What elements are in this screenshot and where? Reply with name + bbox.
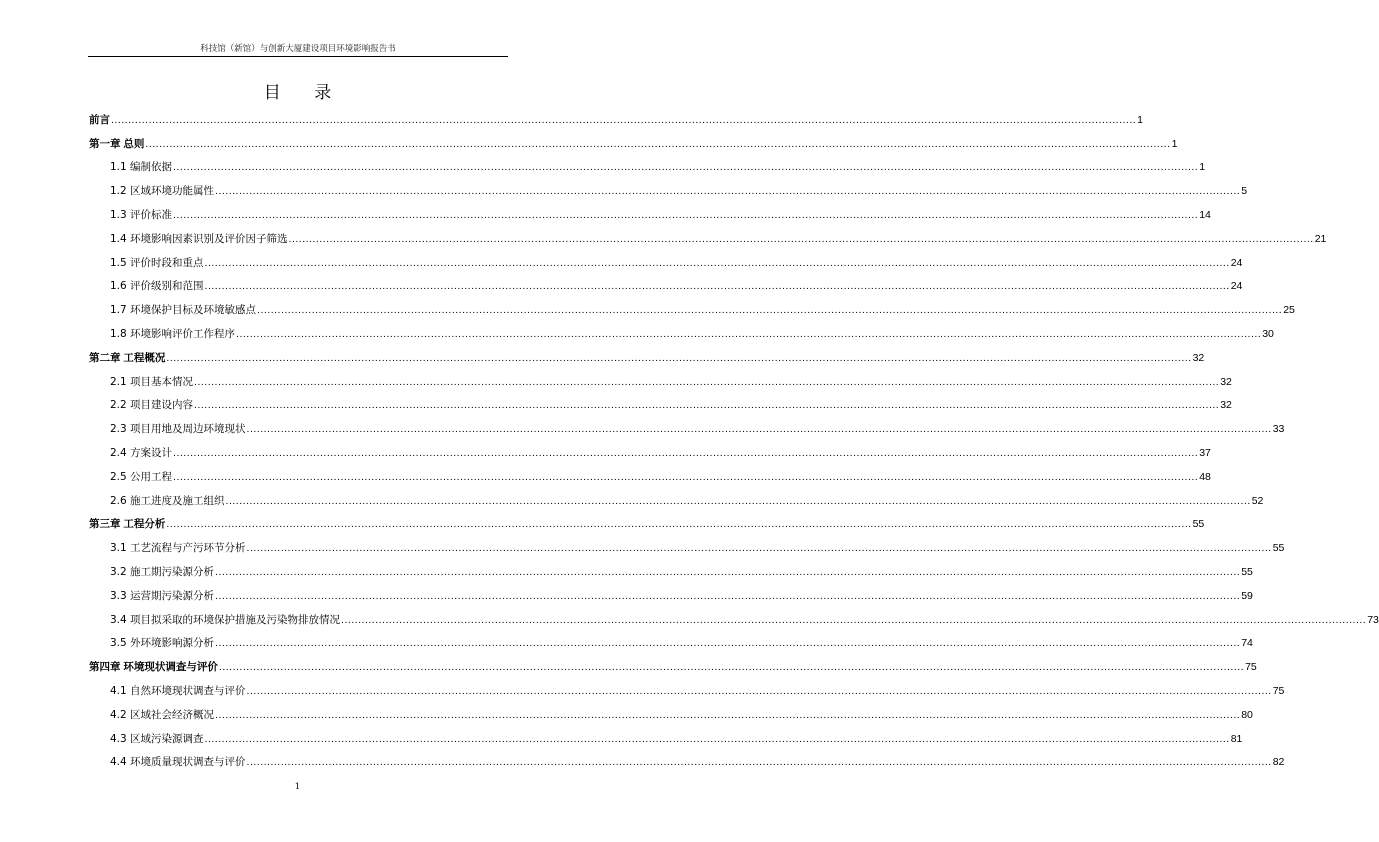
- toc-entry-page: 1: [1171, 137, 1178, 150]
- toc-entry-page: 55: [1192, 518, 1205, 531]
- toc-entry-title: 4.4 环境质量现状调查与评价: [110, 756, 246, 769]
- toc-section-entry[interactable]: [88, 414, 1285, 438]
- toc-section-entry[interactable]: [88, 557, 1253, 581]
- dot-leader: ............................................................................................................................................................................................................................................................................................................: [246, 684, 1272, 697]
- toc-section-entry[interactable]: [88, 605, 1379, 629]
- toc-entry-page: 55: [1272, 542, 1285, 555]
- toc-entry-title: 4.2 区域社会经济概况: [110, 708, 215, 721]
- toc-entry-title: 3.5 外环境影响源分析: [110, 637, 215, 650]
- toc-entry-title: 前言: [89, 113, 110, 126]
- dot-leader: ............................................................................................................................................................................................................................................................................................................: [111, 113, 1137, 126]
- toc-section-entry[interactable]: [88, 486, 1264, 510]
- toc-section-entry[interactable]: [88, 629, 1253, 653]
- toc-entry-page: 59: [1241, 589, 1253, 602]
- toc-entry-page: 1: [1137, 113, 1144, 126]
- dot-leader: ............................................................................................................................................................................................................................................................................................................: [166, 518, 1192, 531]
- toc-entry-page: 55: [1241, 565, 1253, 578]
- dot-leader: ............................................................................................................................................................................................................................................................................................................: [288, 232, 1314, 245]
- toc-entry-title: 3.4 项目拟采取的环境保护措施及污染物排放情况: [110, 613, 341, 626]
- dot-leader: ............................................................................................................................................................................................................................................................................................................: [215, 185, 1241, 198]
- toc-entry-page: 24: [1230, 256, 1243, 269]
- toc-entry-title: 3.1 工艺流程与产污环节分析: [110, 542, 246, 555]
- toc-entry-page: 80: [1241, 708, 1253, 721]
- toc-chapter-entry[interactable]: [88, 652, 1257, 676]
- running-header: 科技馆（新馆）与创新大厦建设项目环境影响报告书: [200, 44, 396, 54]
- toc-entry-page: 52: [1251, 494, 1264, 507]
- toc-entry-title: 1.6 评价级别和范围: [110, 280, 204, 293]
- dot-leader: ............................................................................................................................................................................................................................................................................................................: [145, 137, 1171, 150]
- toc-section-entry[interactable]: [88, 153, 1206, 177]
- dot-leader: ............................................................................................................................................................................................................................................................................................................: [204, 256, 1230, 269]
- toc-entry-page: 32: [1220, 399, 1232, 412]
- toc-entry-page: 5: [1241, 185, 1248, 198]
- toc-entry-page: 33: [1272, 423, 1285, 436]
- toc-section-entry[interactable]: [88, 748, 1285, 772]
- toc-section-entry[interactable]: [88, 295, 1295, 319]
- toc-entry-title: 2.1 项目基本情况: [110, 375, 194, 388]
- table-of-contents: [88, 105, 1379, 771]
- toc-title: 目 录: [263, 83, 346, 103]
- toc-section-entry[interactable]: [88, 176, 1248, 200]
- toc-section-entry[interactable]: [88, 700, 1253, 724]
- dot-leader: ............................................................................................................................................................................................................................................................................................................: [236, 327, 1262, 340]
- dot-leader: ............................................................................................................................................................................................................................................................................................................: [218, 661, 1245, 674]
- toc-entry-title: 1.2 区域环境功能属性: [110, 185, 215, 198]
- toc-entry-title: 第一章 总则: [89, 137, 145, 150]
- toc-entry-title: 1.7 环境保护目标及环境敏感点: [110, 304, 257, 317]
- toc-entry-page: 74: [1241, 637, 1253, 650]
- dot-leader: ............................................................................................................................................................................................................................................................................................................: [173, 161, 1199, 174]
- dot-leader: ............................................................................................................................................................................................................................................................................................................: [341, 613, 1367, 626]
- toc-entry-page: 75: [1272, 684, 1285, 697]
- toc-section-entry[interactable]: [88, 462, 1211, 486]
- dot-leader: ............................................................................................................................................................................................................................................................................................................: [204, 280, 1230, 293]
- dot-leader: ............................................................................................................................................................................................................................................................................................................: [215, 708, 1241, 721]
- toc-entry-title: 3.2 施工期污染源分析: [110, 565, 215, 578]
- toc-entry-page: 21: [1314, 232, 1327, 245]
- toc-section-entry[interactable]: [88, 367, 1232, 391]
- toc-entry-page: 32: [1192, 351, 1205, 364]
- toc-section-entry[interactable]: [88, 438, 1211, 462]
- toc-chapter-entry[interactable]: [88, 129, 1178, 153]
- toc-entry-page: 1: [1199, 161, 1206, 174]
- dot-leader: ............................................................................................................................................................................................................................................................................................................: [166, 351, 1192, 364]
- toc-entry-page: 30: [1262, 327, 1274, 340]
- toc-entry-title: 1.1 编制依据: [110, 161, 173, 174]
- toc-section-entry[interactable]: [88, 200, 1211, 224]
- toc-section-entry[interactable]: [88, 319, 1274, 343]
- toc-entry-title: 第三章 工程分析: [89, 518, 166, 531]
- toc-entry-title: 1.5 评价时段和重点: [110, 256, 204, 269]
- toc-section-entry[interactable]: [88, 581, 1253, 605]
- toc-section-entry[interactable]: [88, 533, 1285, 557]
- toc-entry-title: 第四章 环境现状调查与评价: [89, 661, 218, 674]
- dot-leader: ............................................................................................................................................................................................................................................................................................................: [194, 375, 1220, 388]
- toc-entry-title: 1.8 环境影响评价工作程序: [110, 327, 236, 340]
- toc-chapter-entry[interactable]: [88, 343, 1205, 367]
- dot-leader: ............................................................................................................................................................................................................................................................................................................: [246, 423, 1272, 436]
- toc-entry-title: 1.4 环境影响因素识别及评价因子筛选: [110, 232, 288, 245]
- header-divider: [88, 56, 508, 57]
- toc-section-entry[interactable]: [88, 391, 1232, 415]
- toc-entry-page: 73: [1367, 613, 1379, 626]
- toc-entry-page: 82: [1272, 756, 1285, 769]
- toc-section-entry[interactable]: [88, 272, 1243, 296]
- toc-entry-page: 81: [1230, 732, 1243, 745]
- dot-leader: ............................................................................................................................................................................................................................................................................................................: [173, 470, 1199, 483]
- dot-leader: ............................................................................................................................................................................................................................................................................................................: [173, 446, 1199, 459]
- toc-section-entry[interactable]: [88, 248, 1243, 272]
- toc-entry-title: 4.3 区域污染源调查: [110, 732, 204, 745]
- dot-leader: ............................................................................................................................................................................................................................................................................................................: [194, 399, 1220, 412]
- toc-entry-page: 25: [1283, 304, 1295, 317]
- toc-entry-title: 第二章 工程概况: [89, 351, 166, 364]
- toc-entry-title: 3.3 运营期污染源分析: [110, 589, 215, 602]
- toc-section-entry[interactable]: [88, 676, 1285, 700]
- toc-entry-title: 2.6 施工进度及施工组织: [110, 494, 225, 507]
- toc-entry-page: 14: [1199, 208, 1211, 221]
- toc-entry-page: 24: [1230, 280, 1243, 293]
- toc-entry-page: 75: [1245, 661, 1257, 674]
- toc-section-entry[interactable]: [88, 224, 1327, 248]
- dot-leader: ............................................................................................................................................................................................................................................................................................................: [246, 756, 1272, 769]
- toc-entry-title: 1.3 评价标准: [110, 208, 173, 221]
- toc-entry-title: 2.2 项目建设内容: [110, 399, 194, 412]
- toc-chapter-entry[interactable]: [88, 105, 1144, 129]
- toc-entry-title: 4.1 自然环境现状调查与评价: [110, 684, 246, 697]
- toc-chapter-entry[interactable]: [88, 510, 1205, 534]
- toc-entry-title: 2.4 方案设计: [110, 446, 173, 459]
- toc-entry-page: 37: [1199, 446, 1211, 459]
- dot-leader: ............................................................................................................................................................................................................................................................................................................: [215, 565, 1241, 578]
- dot-leader: ............................................................................................................................................................................................................................................................................................................: [246, 542, 1272, 555]
- dot-leader: ............................................................................................................................................................................................................................................................................................................: [215, 589, 1241, 602]
- toc-entry-title: 2.5 公用工程: [110, 470, 173, 483]
- dot-leader: ............................................................................................................................................................................................................................................................................................................: [215, 637, 1241, 650]
- toc-entry-page: 32: [1220, 375, 1232, 388]
- toc-section-entry[interactable]: [88, 724, 1243, 748]
- dot-leader: ............................................................................................................................................................................................................................................................................................................: [173, 208, 1199, 221]
- toc-entry-title: 2.3 项目用地及周边环境现状: [110, 423, 246, 436]
- dot-leader: ............................................................................................................................................................................................................................................................................................................: [204, 732, 1230, 745]
- toc-entry-page: 48: [1199, 470, 1211, 483]
- dot-leader: ............................................................................................................................................................................................................................................................................................................: [225, 494, 1251, 507]
- page-number: 1: [294, 782, 301, 792]
- dot-leader: ............................................................................................................................................................................................................................................................................................................: [257, 304, 1283, 317]
